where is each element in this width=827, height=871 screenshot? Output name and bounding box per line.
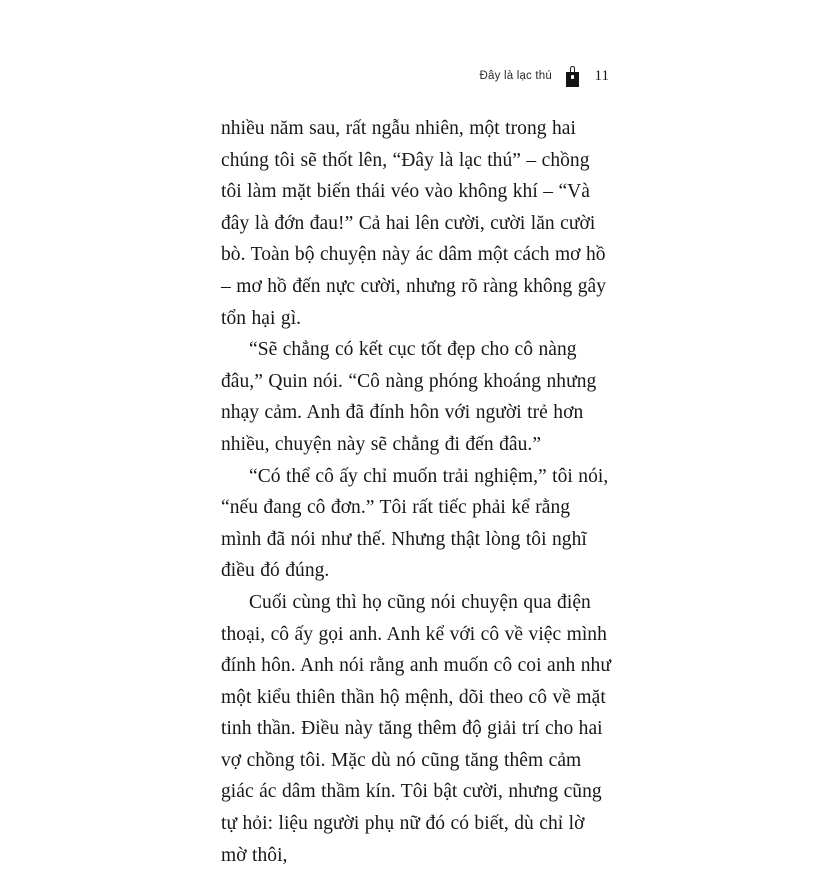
running-head-title: Đây là lạc thú: [479, 70, 552, 82]
page-number: 11: [594, 67, 609, 84]
running-head: [221, 62, 609, 90]
bookmark-icon: [566, 66, 579, 87]
bookmark-icon-body: [566, 72, 579, 87]
paragraph: “Sẽ chẳng có kết cục tốt đẹp cho cô nàng đâu,” Quin nói. “Cô nàng phóng khoáng nhưng nhạy cảm. Anh đã đính hôn với người trẻ hơn nhiều, chuyện này sẽ chẳng đi đến đâu.”: [221, 339, 597, 455]
bookmark-icon-dot: [571, 75, 574, 80]
bookmark-icon-cap: [570, 66, 575, 73]
body-text-block: [221, 113, 613, 871]
paragraph: nhiều năm sau, rất ngẫu nhiên, một trong hai chúng tôi sẽ thốt lên, “Đây là lạc thú” – chồng tôi làm mặt biến thái véo vào không khí – “Và đây là đớn đau!” Cả hai lên cười, cười lăn cười bò. Toàn bộ chuyện này ác dâm một cách mơ hồ – mơ hồ đến nực cười, nhưng rõ ràng không gây tổn hại gì.: [221, 118, 607, 329]
paragraph: “Có thể cô ấy chỉ muốn trải nghiệm,” tôi nói, “nếu đang cô đơn.” Tôi rất tiếc phải kể rằng mình đã nói như thế. Nhưng thật lòng tôi nghĩ điều đó đúng.: [221, 465, 609, 582]
paragraph: Cuối cùng thì họ cũng nói chuyện qua điện thoại, cô ấy gọi anh. Anh kể với cô về việc mình đính hôn. Anh nói rằng anh muốn cô coi anh như một kiểu thiên thần hộ mệnh, dõi theo cô về mặt tinh thần. Điều này tăng thêm độ giải trí cho hai vợ chồng tôi. Mặc dù nó cũng tăng thêm cảm giác ác dâm thầm kín. Tôi bật cười, nhưng cũng tự hỏi: liệu người phụ nữ đó có biết, dù chỉ lờ mờ thôi,: [221, 591, 611, 866]
